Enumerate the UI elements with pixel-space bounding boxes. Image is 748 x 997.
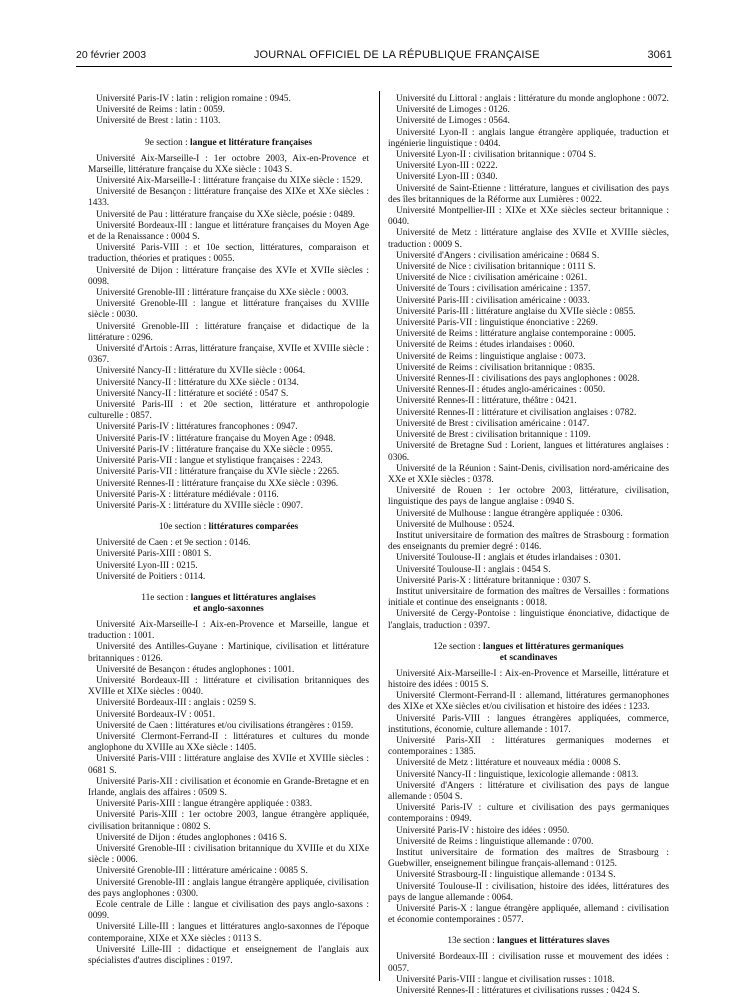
left-column: [88, 94, 369, 967]
listing-entry: Université Paris-III : civilisation américaine : 0033.: [396, 295, 590, 306]
listing-entry: Université de Reims : littérature anglaise contemporaine : 0005.: [396, 329, 636, 340]
listing-entry: Université Toulouse-II : civilisation, histoire des idées, littératures des pays de langue allemande : 0064.: [388, 881, 669, 903]
listing-entry: Université de Nice : civilisation britannique : 0111 S.: [396, 262, 596, 273]
section-label: 9e section :: [145, 137, 188, 148]
listing-entry: Université Clermont-Ferrand-II : allemand, littératures germanophones des XIXe et XXe siècles et/ou civilisation et histoire des idées : 1233.: [388, 691, 669, 713]
listing-entry: Université Lyon-III : 0215.: [96, 560, 198, 571]
listing-entry: Université Nancy-II : littérature du XVIIe siècle : 0064.: [96, 366, 306, 377]
listing-entry: Université Bordeaux-IV : 0051.: [96, 709, 216, 720]
listing-entry: Université Toulouse-II : anglais et études irlandaises : 0301.: [396, 553, 621, 564]
listing-entry: Université de Mulhouse : langue étrangère appliquée : 0306.: [396, 508, 623, 519]
listing-entry: Université Grenoble-III : civilisation britannique du XVIIIe et du XIXe siècle : 0006.: [88, 843, 369, 866]
right-column: [388, 94, 669, 997]
section-title: langue et littérature françaises: [187, 137, 312, 148]
listing-entry: Université d'Angers : civilisation américaine : 0684 S.: [396, 250, 600, 261]
listing-entry: Université Rennes-II : études anglo-américaines : 0050.: [396, 385, 606, 396]
listing-entry: Université Bordeaux-III : civilisation russe et mouvement des idées : 0057.: [388, 952, 669, 974]
listing-entry: Université Paris-XII : littératures germaniques modernes et contemporaines : 1385.: [388, 735, 669, 758]
listing-entry: Université de Nice : civilisation américaine : 0261.: [396, 273, 588, 284]
listing-entry: Université de la Réunion : Saint-Denis, civilisation nord-américaine des XXe et XXIe siècles : 0378.: [388, 463, 669, 485]
listing-entry: Université Montpellier-III : XIXe et XXe siècles secteur britannique : 0040.: [388, 206, 669, 228]
listing-entry: Université de Limoges : 0126.: [396, 105, 510, 116]
listing-entry: Université d'Angers : littérature et civilisation des pays de langue allemande : 0504 S.: [388, 780, 669, 802]
listing-entry: Université de Metz : littérature et nouveaux média : 0008 S.: [396, 758, 621, 769]
listing-entry: Université Paris-XIII : 0801 S.: [96, 549, 212, 560]
listing-entry: Université de Caen : et 9e section : 0146.: [96, 538, 251, 549]
listing-entry: Université Aix-Marseille-I : littérature française du XIXe siècle : 1529.: [96, 176, 363, 187]
listing-entry: Institut universitaire de formation des maîtres de Strasbourg : formation des enseignants du premier degré : 0146.: [388, 530, 669, 553]
listing-entry: Université Aix-Marseille-I : 1er octobre 2003, Aix-en-Provence et Marseille, littérature française du XXe siècle : 1043 S.: [88, 153, 369, 175]
listing-entry: Université Rennes-II : littérature française du XXe siècle : 0396.: [96, 478, 339, 489]
listing-entry: Université Paris-VIII : langue et civilisation russes : 1018.: [396, 974, 615, 985]
listing-entry: Institut universitaire de formation des maîtres de Versailles : formations initiale et continue des enseignants : 0018.: [388, 586, 669, 609]
listing-entry: Université de Brest : latin : 1103.: [96, 116, 221, 127]
listing-entry: Université de Bretagne Sud : Lorient, langues et littératures anglaises : 0306.: [388, 441, 669, 463]
listing-entry: Université Strasbourg-II : linguistique allemande : 0134 S.: [396, 870, 616, 881]
section-title: langues et littératures slaves: [494, 936, 610, 947]
section-title: langues et littératures germaniques: [480, 641, 624, 652]
listing-entry: Université de Reims : linguistique anglaise : 0073.: [396, 351, 586, 362]
listing-entry: Université Paris-IV : culture et civilisation des pays germaniques contemporains : 0949.: [388, 803, 669, 825]
listing-entry: Université Bordeaux-III : littérature et civilisation britanniques des XVIIIe et XIXe siècles : 0040.: [88, 675, 369, 698]
listing-entry: Université de Besançon : littérature française des XIXe et XXe siècles : 1433.: [88, 187, 369, 209]
listing-entry: Université Paris-IV : littérature française du XXe siècle : 0955.: [96, 444, 333, 455]
listing-entry: Université Paris-VIII : et 10e section, littératures, comparaison et traduction, théories et pratiques : 0055.: [88, 243, 369, 265]
listing-entry: Université Clermont-Ferrand-II : littératures et cultures du monde anglophone du XVIIIe au XXe siècle : 1405.: [88, 731, 369, 754]
listing-entry: Université de Metz : littérature anglaise des XVIIe et XVIIIe siècles, traduction : 0009 S.: [388, 228, 669, 250]
listing-entry: Université Lille-III : didactique et enseignement de l'anglais aux spécialistes d'autres disciplines : 0197.: [88, 944, 369, 967]
listing-entry: Université de Mulhouse : 0524.: [396, 519, 515, 530]
listing-entry: Université de Reims : études irlandaises : 0060.: [396, 340, 575, 351]
listing-entry: Université de Besançon : études anglophones : 1001.: [96, 664, 295, 675]
listing-entry: Université Rennes-II : civilisations des pays anglophones : 0028.: [396, 374, 640, 385]
listing-entry: Université de Tours : civilisation américaine : 1357.: [396, 284, 591, 295]
listing-entry: Université Bordeaux-III : langue et littérature françaises du Moyen Age et de la Renaissance : 0004 S.: [88, 220, 369, 243]
listing-entry: Université Lyon-II : civilisation britannique : 0704 S.: [396, 150, 596, 161]
listing-entry: Université Paris-VII : littérature française du XVIe siècle : 2265.: [96, 467, 340, 478]
listing-entry: Université du Littoral : anglais : littérature du monde anglophone : 0072.: [396, 94, 669, 104]
section-label: 13e section :: [447, 936, 495, 947]
listing-entry: Université Paris-X : littérature du XVIIIe siècle : 0907.: [96, 500, 303, 511]
listing-entry: Université Paris-XII : civilisation et économie en Grande-Bretagne et en Irlande, anglais des affaires : 0509 S.: [88, 776, 369, 798]
listing-entry: Université Paris-III : et 20e section, littérature et anthropologie culturelle : 0857.: [88, 400, 369, 422]
column-divider: [379, 91, 380, 981]
listing-entry: Université des Antilles-Guyane : Martinique, civilisation et littérature britanniques : 0126.: [88, 642, 369, 664]
listing-entry: Université Paris-VII : linguistique énonciative : 2269.: [396, 318, 598, 329]
listing-entry: Université de Reims : civilisation britannique : 0835.: [396, 362, 595, 373]
listing-entry: Université Rennes-II : littérature, théâtre : 0421.: [396, 396, 577, 407]
listing-entry: Université Lyon-III : 0222.: [396, 161, 498, 172]
listing-entry: Université de Pau : littérature française du XXe siècle, poésie : 0489.: [96, 209, 356, 220]
listing-entry: Université de Dijon : études anglophones : 0416 S.: [96, 832, 287, 843]
header-date: 20 février 2003: [76, 49, 147, 61]
listing-entry: Université Rennes-II : littératures et civilisations russes : 0424 S.: [396, 986, 640, 997]
listing-entry: Université Paris-XIII : langue étrangère appliquée : 0383.: [96, 799, 313, 810]
section-heading: [88, 593, 369, 615]
section-heading: [388, 642, 669, 664]
listing-entry: Université de Dijon : littérature française des XVIe et XVIIe siècles : 0098.: [88, 265, 369, 287]
listing-entry: Université de Brest : civilisation britannique : 1109.: [396, 430, 591, 441]
listing-entry: Université de Brest : civilisation américaine : 0147.: [396, 418, 590, 429]
header-title: JOURNAL OFFICIEL DE LA RÉPUBLIQUE FRANÇAISE: [253, 49, 540, 61]
section-label: 10e section :: [158, 522, 207, 533]
listing-entry: Université Paris-IV : latin : religion romaine : 0945.: [96, 94, 291, 104]
section-label: 11e section :: [141, 592, 189, 603]
listing-entry: Université Rennes-II : littérature et civilisation anglaises : 0782.: [396, 407, 637, 418]
listing-entry: Université Toulouse-II : anglais : 0454 S.: [396, 564, 551, 575]
page-header: [76, 49, 672, 65]
listing-entry: Université Lille-III : langues et littératures anglo-saxonnes de l'époque contemporaine, XIXe et XXe siècles : 0113 S.: [88, 922, 369, 944]
listing-entry: Université Bordeaux-III : anglais : 0259 S.: [96, 698, 257, 709]
listing-entry: Université de Reims : linguistique allemande : 0700.: [396, 836, 594, 847]
page-number: 3061: [647, 49, 672, 61]
listing-entry: Université de Rouen : 1er octobre 2003, littérature, civilisation, linguistique des pays de langue anglaise : 0940 S.: [388, 486, 669, 508]
listing-entry: Université Paris-VIII : langues étrangères appliquées, commerce, institutions, économie, culture allemande : 1017.: [388, 713, 669, 735]
listing-entry: Université Paris-III : littérature anglaise du XVIIe siècle : 0855.: [396, 306, 636, 317]
listing-entry: Université de Reims : latin : 0059.: [96, 105, 225, 116]
listing-entry: Université Paris-IV : littératures francophones : 0947.: [96, 422, 298, 433]
section-title: littératures comparées: [206, 522, 299, 533]
listing-entry: Université Aix-Marseille-I : Aix-en-Provence et Marseille, langue et traduction : 1001.: [88, 619, 369, 642]
listing-entry: Institut universitaire de formation des maîtres de Strasbourg : Guebwiller, enseignement bilingue français-allemand : 0125.: [388, 848, 669, 870]
listing-entry: Université Nancy-II : littérature et société : 0547 S.: [96, 388, 289, 399]
section-heading: [88, 138, 369, 149]
listing-entry: Université de Cergy-Pontoise : linguistique énonciative, didactique de l'anglais, traduction : 0397.: [388, 609, 669, 631]
listing-entry: Université Lyon-II : anglais langue étrangère appliquée, traduction et ingénierie linguistique : 0404.: [388, 127, 669, 149]
listing-entry: Université Paris-XIII : 1er octobre 2003, langue étrangère appliquée, civilisation britannique : 0802 S.: [88, 810, 369, 832]
listing-entry: Université de Poitiers : 0114.: [96, 571, 206, 582]
listing-entry: Université Aix-Marseille-I : Aix-en-Provence et Marseille, littérature et histoire des idées : 0015 S.: [388, 668, 669, 690]
listing-entry: Université Paris-IV : histoire des idées : 0950.: [396, 825, 570, 836]
header-rule: [76, 66, 672, 67]
listing-entry: Université Paris-IV : littérature française du Moyen Age : 0948.: [96, 433, 336, 444]
listing-entry: Ecole centrale de Lille : langue et civilisation des pays anglo-saxons : 0099.: [88, 900, 369, 922]
listing-entry: Université Grenoble-III : littérature française et didactique de la littérature : 0296.: [88, 321, 369, 343]
section-title: langues et littératures anglaises: [188, 592, 316, 603]
listing-entry: Université Paris-X : langue étrangère appliquée, allemand : civilisation et économie contemporaines : 0577.: [388, 904, 669, 926]
listing-entry: Université Grenoble-III : littérature américaine : 0085 S.: [96, 866, 308, 877]
listing-entry: Université de Saint-Etienne : littérature, langues et civilisation des pays des îles britanniques de la Réforme aux Lumières : 0022.: [388, 183, 669, 205]
listing-entry: Université de Caen : littératures et/ou civilisations étrangères : 0159.: [96, 720, 354, 731]
listing-entry: Université d'Artois : Arras, littérature française, XVIIe et XVIIIe siècle : 0367.: [88, 344, 369, 366]
listing-entry: Université Grenoble-III : anglais langue étrangère appliquée, civilisation des pays anglophones : 0300.: [88, 877, 369, 899]
section-heading: [88, 522, 369, 533]
listing-entry: Université Paris-VIII : littérature anglaise des XVIIe et XVIIIe siècles : 0681 S.: [88, 754, 369, 776]
listing-entry: Université Nancy-II : littérature du XXe siècle : 0134.: [96, 377, 299, 388]
listing-entry: Université Grenoble-III : littérature française du XXe siècle : 0003.: [96, 288, 349, 299]
section-title-continued: et scandinaves: [499, 652, 558, 663]
listing-entry: Université Lyon-III : 0340.: [396, 172, 498, 183]
listing-entry: Université Paris-X : littérature médiévale : 0116.: [96, 489, 279, 500]
section-heading: [388, 936, 669, 947]
listing-entry: Université Paris-VII : langue et stylistique françaises : 2243.: [96, 456, 323, 467]
listing-entry: Université Grenoble-III : langue et littérature françaises du XVIIIe siècle : 0030.: [88, 299, 369, 321]
listing-entry: Université Paris-X : littérature britannique : 0307 S.: [396, 575, 591, 586]
listing-entry: Université Nancy-II : linguistique, lexicologie allemande : 0813.: [396, 769, 639, 780]
listing-entry: Université de Limoges : 0564.: [396, 116, 510, 127]
section-title-continued: et anglo-saxonnes: [193, 603, 264, 614]
section-label: 12e section :: [433, 641, 481, 652]
